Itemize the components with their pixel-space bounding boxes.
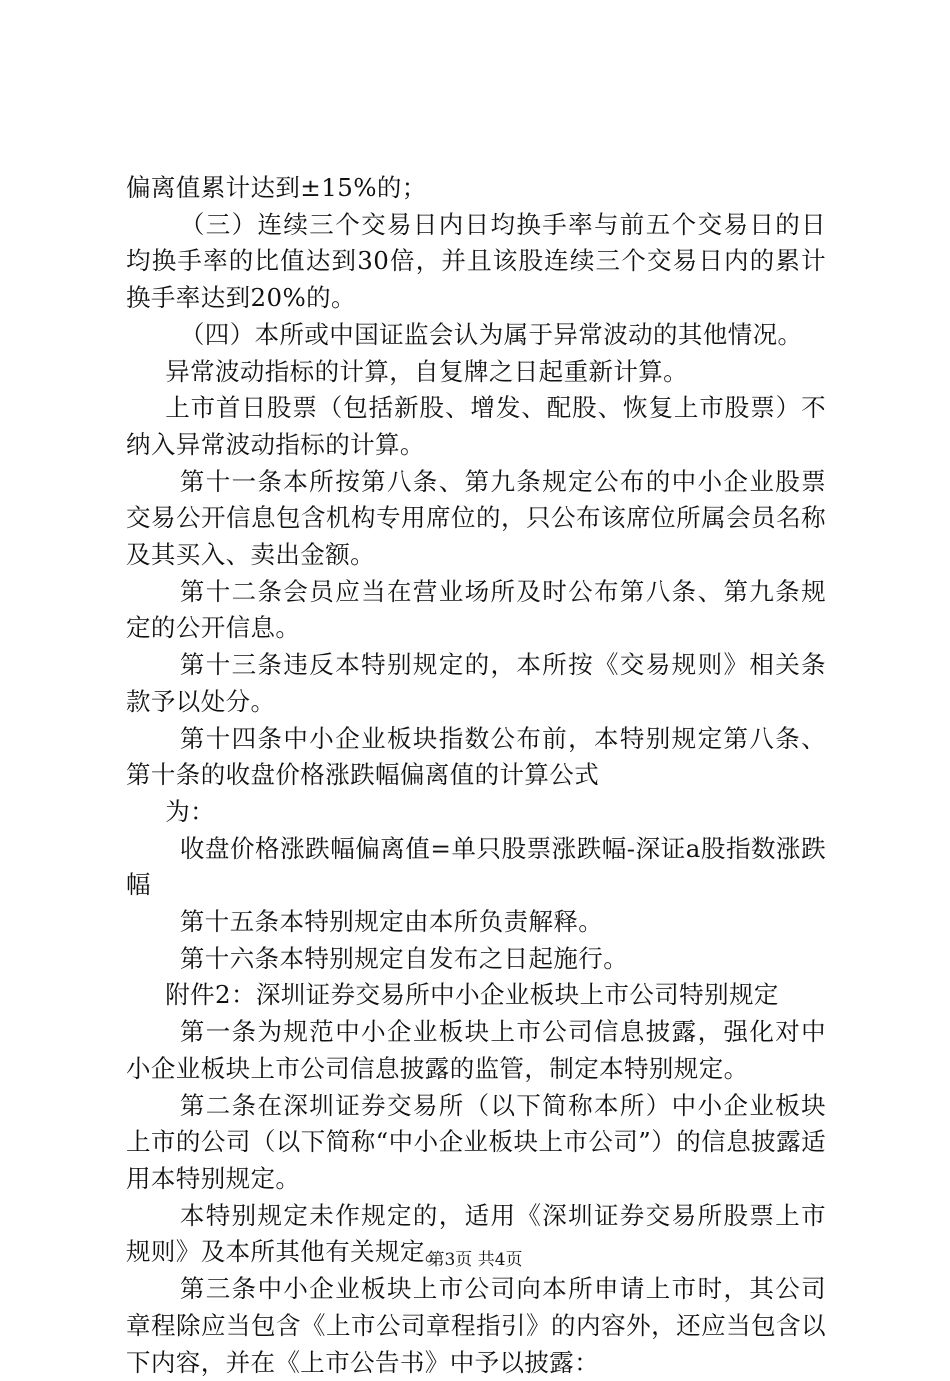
- paragraph-18: 第三条中小企业板块上市公司向本所申请上市时，其公司章程除应当包含《上市公司章程指引》的内容外，还应当包含以下内容，并在《上市公告书》中予以披露：: [126, 1274, 826, 1377]
- page-number-label: 第3页 共4页: [427, 1250, 523, 1270]
- paragraph-14: 附件2：深圳证券交易所中小企业板块上市公司特别规定: [165, 980, 779, 1010]
- document-body: [126, 170, 826, 1381]
- paragraph-5: 上市首日股票（包括新股、增发、配股、恢复上市股票）不纳入异常波动指标的计算。: [126, 393, 826, 459]
- paragraph-13: 第十六条本特别规定自发布之日起施行。: [179, 943, 629, 973]
- paragraph-12: 第十五条本特别规定由本所负责解释。: [179, 907, 604, 937]
- paragraph-7: 第十二条会员应当在营业场所及时公布第八条、第九条规定的公开信息。: [126, 576, 826, 643]
- paragraph-2: （三）连续三个交易日内日均换手率与前五个交易日的日均换手率的比值达到30倍，并且该股连续三个交易日内的累计换手率达到20%的。: [126, 209, 826, 313]
- paragraph-1: 偏离值累计达到±15%的；: [126, 173, 427, 202]
- paragraph-10: 为：: [165, 796, 215, 826]
- paragraph-8: 第十三条违反本特别规定的，本所按《交易规则》相关条款予以处分。: [126, 650, 826, 716]
- page-footer: [0, 1249, 950, 1271]
- paragraph-4: 异常波动指标的计算，自复牌之日起重新计算。: [165, 356, 689, 386]
- paragraph-16: 第二条在深圳证券交易所（以下简称本所）中小企业板块上市的公司（以下简称“中小企业板块上市公司”）的信息披露适用本特别规定。: [126, 1090, 826, 1193]
- paragraph-3: （四）本所或中国证监会认为属于异常波动的其他情况。: [179, 319, 803, 349]
- paragraph-11: 收盘价格涨跌幅偏离值=单只股票涨跌幅-深证a股指数涨跌幅: [126, 833, 826, 900]
- paragraph-6: 第十一条本所按第八条、第九条规定公布的中小企业股票交易公开信息包含机构专用席位的，只公布该席位所属会员名称及其买入、卖出金额。: [126, 466, 826, 570]
- paragraph-9: 第十四条中小企业板块指数公布前，本特别规定第八条、第十条的收盘价格涨跌幅偏离值的计算公式: [126, 723, 826, 790]
- paragraph-17: 本特别规定未作规定的，适用《深圳证券交易所股票上市规则》及本所其他有关规定。: [126, 1200, 826, 1267]
- paragraph-15: 第一条为规范中小企业板块上市公司信息披露，强化对中小企业板块上市公司信息披露的监管，制定本特别规定。: [126, 1017, 826, 1083]
